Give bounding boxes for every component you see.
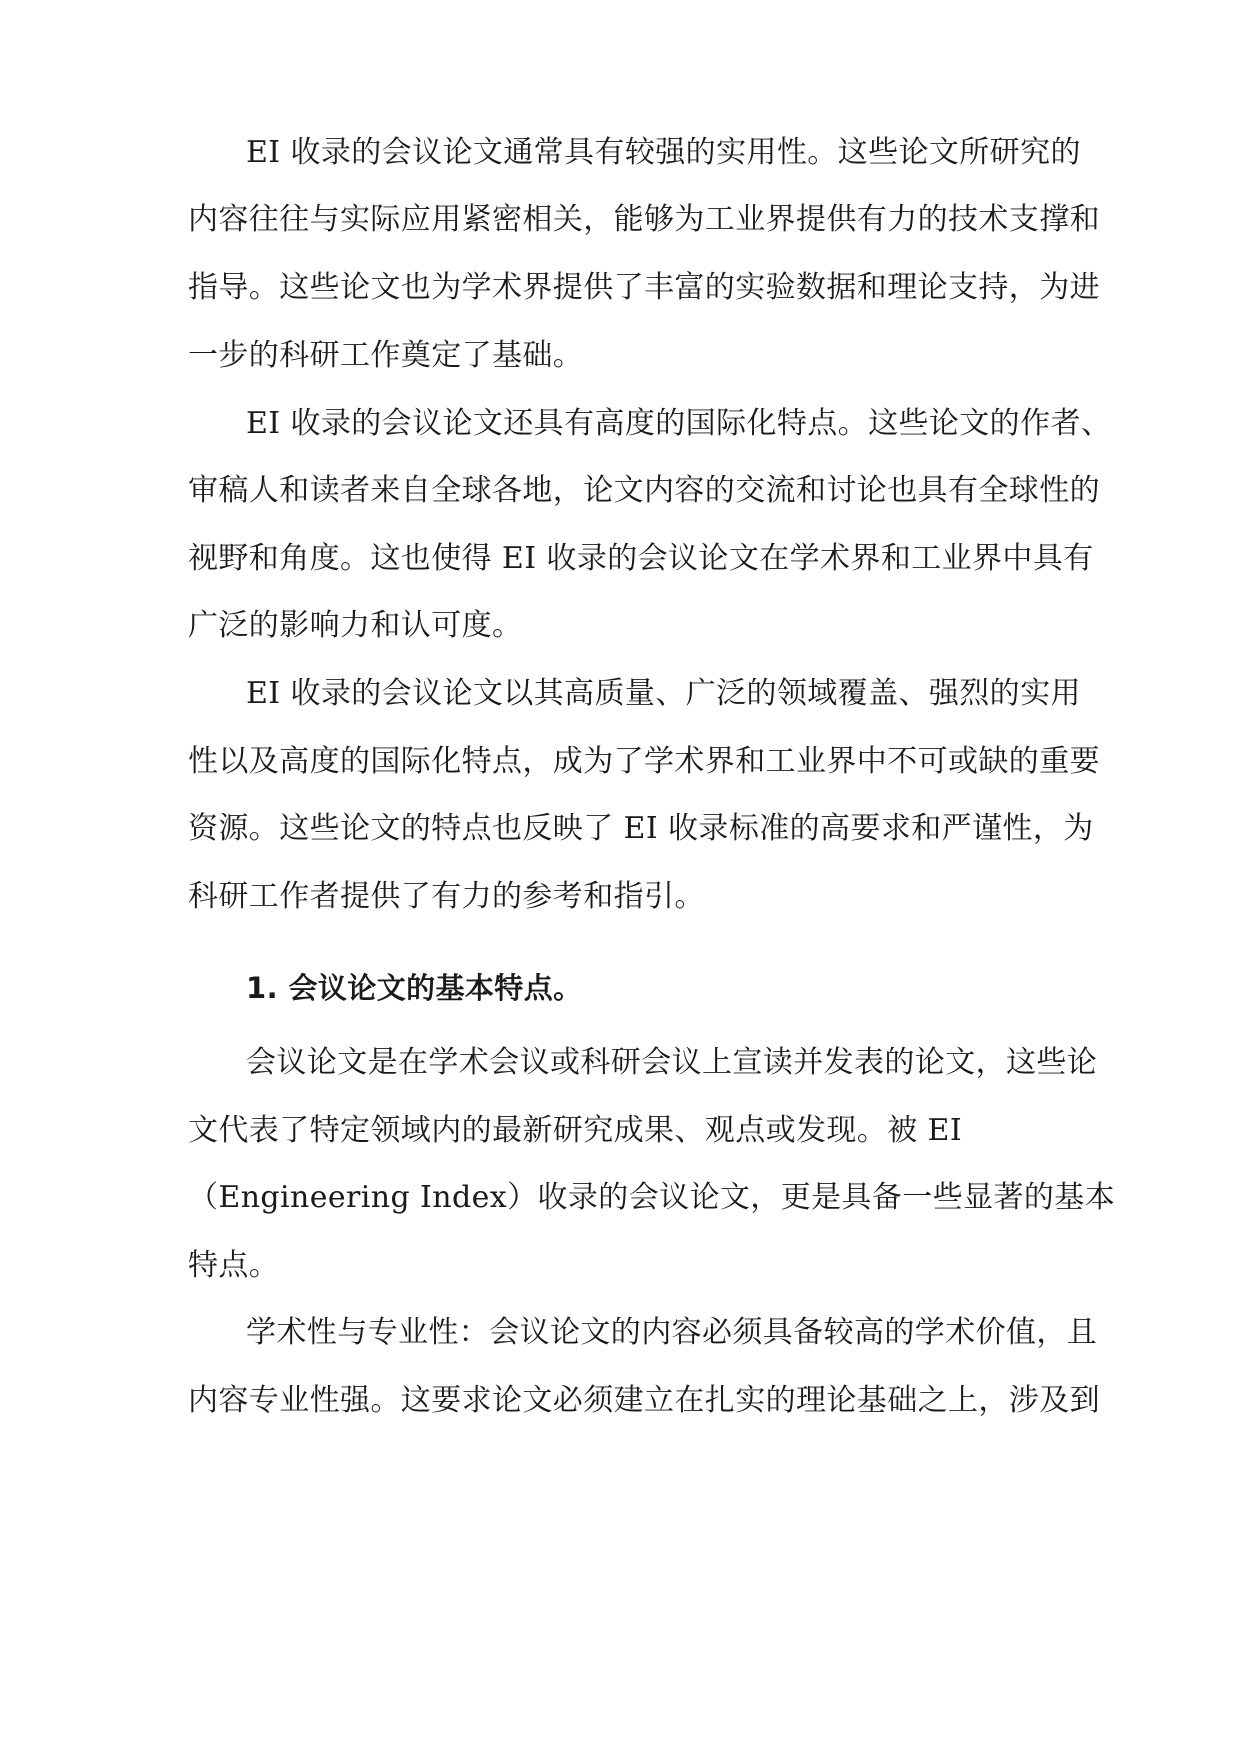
text-line: 一步的科研工作奠定了基础。 bbox=[188, 338, 584, 373]
text-line: 视野和角度。这也使得 EI 收录的会议论文在学术界和工业界中具有 bbox=[188, 541, 1094, 576]
text-line: 指导。这些论文也为学术界提供了丰富的实验数据和理论支持，为进 bbox=[188, 270, 1100, 305]
section-heading: 1. 会议论文的基本特点。 bbox=[246, 971, 583, 1005]
text-line: EI 收录的会议论文以其高质量、广泛的领域覆盖、强烈的实用 bbox=[246, 676, 1081, 711]
text-line: EI 收录的会议论文通常具有较强的实用性。这些论文所研究的 bbox=[246, 135, 1081, 170]
text-line: 特点。 bbox=[188, 1248, 280, 1283]
text-line: 文代表了特定领域内的最新研究成果、观点或发现。被 EI bbox=[188, 1113, 963, 1148]
text-line: 会议论文是在学术会议或科研会议上宣读并发表的论文，这些论 bbox=[246, 1045, 1098, 1080]
text-line: 科研工作者提供了有力的参考和指引。 bbox=[188, 879, 705, 914]
text-line: 学术性与专业性：会议论文的内容必须具备较高的学术价值，且 bbox=[246, 1315, 1098, 1350]
text-line: 内容专业性强。这要求论文必须建立在扎实的理论基础之上，涉及到 bbox=[188, 1383, 1100, 1418]
text-line: 内容往往与实际应用紧密相关，能够为工业界提供有力的技术支撑和 bbox=[188, 202, 1100, 237]
text-line: EI 收录的会议论文还具有高度的国际化特点。这些论文的作者、 bbox=[246, 406, 1112, 441]
text-line: 广泛的影响力和认可度。 bbox=[188, 608, 523, 643]
text-line: （Engineering Index）收录的会议论文，更是具备一些显著的基本 bbox=[188, 1180, 1116, 1215]
text-line: 资源。这些论文的特点也反映了 EI 收录标准的高要求和严谨性，为 bbox=[188, 811, 1094, 846]
text-line: 性以及高度的国际化特点，成为了学术界和工业界中不可或缺的重要 bbox=[188, 744, 1100, 779]
text-line: 审稿人和读者来自全球各地，论文内容的交流和讨论也具有全球性的 bbox=[188, 473, 1100, 508]
